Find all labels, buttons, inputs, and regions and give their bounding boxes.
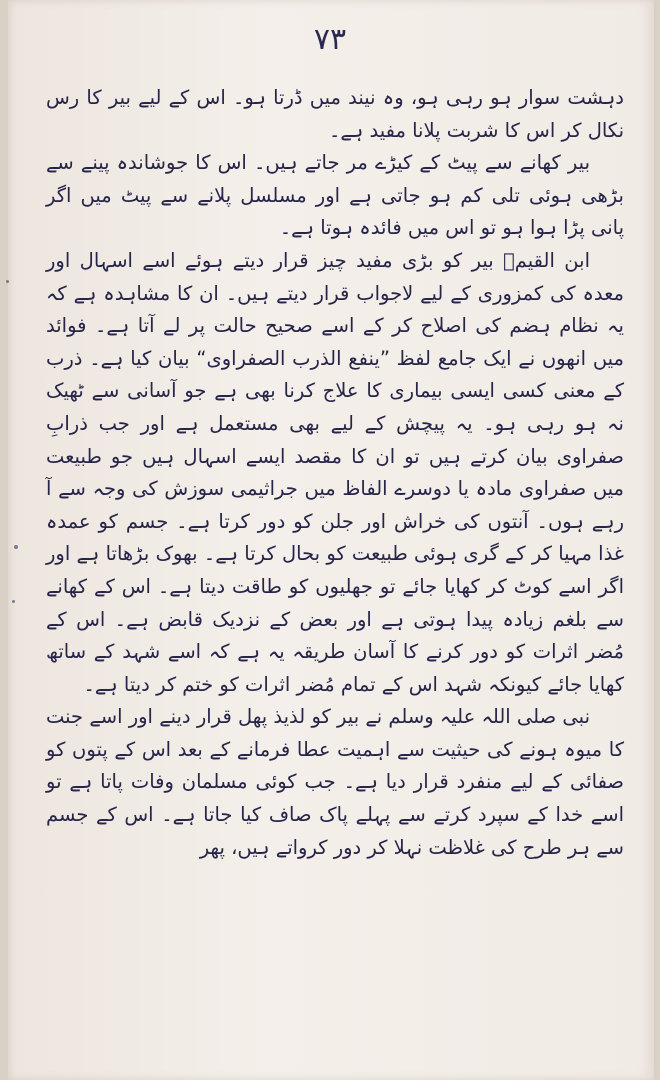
paragraph: بیر کھانے سے پیٹ کے کیڑے مر جاتے ہیں۔ اس کا جوشاندہ پینے سے بڑھی ہوئی تلی کم ہو جاتی ہے اور مسلسل پلانے سے پیٹ میں اگر پانی پڑا ہوا ہو تو اس میں فائدہ ہوتا ہے۔: [46, 151, 624, 240]
page-speck: [12, 600, 15, 603]
page-speck: [14, 545, 18, 549]
paragraph: ابن القیمؒ بیر کو بڑی مفید چیز قرار دیتے ہوئے اسے اسہال اور معدہ کی کمزوری کے لیے لاجواب قرار دیتے ہیں۔ ان کا مشاہدہ ہے کہ یہ نظام ہضم کی اصلاح کر کے اسے صحیح حالت پر لے آتا ہے۔ فوائد میں انھوں نے ایک جامع لفظ ”ینفع الذرب الصفراوی“ بیان کیا ہے۔ ذرب کے معنی کسی ایسی بیماری کا علاج کرنا بھی ہے جو آسانی سے ٹھیک نہ ہو رہی ہو۔ یہ پیچش کے لیے بھی مستعمل ہے اور جب ذرابِ صفراوی بیان کرتے ہیں تو ان کا مقصد ایسے اسہال ہیں جو طبیعت میں صفراوی مادہ یا دوسرے الفاظ میں جراثیمی سوزش کی وجہ سے آ رہے ہوں۔ آنتوں کی خراش اور جلن کو دور کرتا ہے۔ جسم کو عمدہ غذا مہیا کر کے گری ہوئی طبیعت کو بحال کرتا ہے۔ بھوک بڑھاتا ہے اور اگر اسے کوٹ کر کھایا جائے تو جھلیوں کو طاقت دیتا ہے۔ اس کے کھانے سے بلغم زیادہ پیدا ہوتی ہے اور بعض کے نزدیک قابض ہے۔ اس کے مُضر اثرات کو دور کرنے کا آسان طریقہ یہ ہے کہ اسے شہد کے ساتھ کھایا جائے کیونکہ شہد اس کے تمام مُضر اثرات کو ختم کر دیتا ہے۔: [46, 248, 624, 696]
body-text: [46, 82, 624, 864]
page-number: ۷۳: [313, 22, 347, 57]
page-speck: [6, 280, 9, 283]
paragraph: نبی صلی اللہ علیہ وسلم نے بیر کو لذیذ پھل قرار دینے اور اسے جنت کا میوہ ہونے کی حیثیت سے اہمیت عطا فرمانے کے بعد اس کے پتوں کو صفائی کے لیے منفرد قرار دیا ہے۔ جب کوئی مسلمان وفات پاتا ہے تو اسے خدا کے سپرد کرتے سے پہلے پاک صاف کیا جاتا ہے۔ اس کے جسم سے ہر طرح کی غلاظت نہلا کر دور کرواتے ہیں، پھر: [46, 705, 624, 859]
paragraph: دہشت سوار ہو رہی ہو، وہ نیند میں ڈرتا ہو۔ اس کے لیے بیر کا رس نکال کر اس کا شربت پلانا مفید ہے۔: [46, 86, 624, 142]
